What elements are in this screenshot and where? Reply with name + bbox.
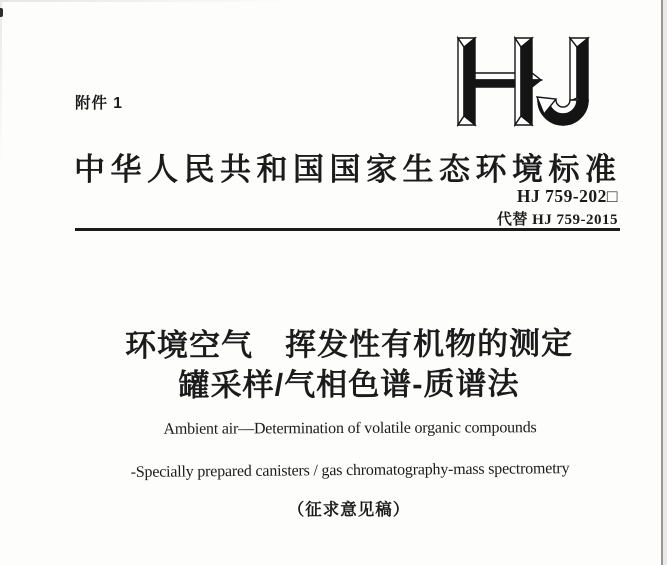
title-cn-line1: 环境空气 挥发性有机物的测定 [124, 325, 574, 364]
standard-number: HJ 759-202□ [516, 186, 618, 206]
scan-page-edge-line [661, 0, 663, 565]
title-en-line1: Ambient air—Determination of volatile organic compounds [163, 419, 537, 438]
scan-edge-strip [663, 0, 667, 565]
draft-note: （征求意见稿） [287, 501, 411, 519]
replaces-label: 代替 HJ 759-2015 [496, 212, 618, 228]
standard-authority-title: 中华人民共和国国家生态环境标准 [74, 152, 622, 188]
title-cn-line2: 罐采样/气相色谱-质谱法 [178, 366, 520, 403]
scan-top-shade [0, 0, 300, 2]
hj-logo-icon [456, 36, 590, 130]
scan-corner-speck [0, 8, 3, 17]
header-rule [75, 228, 620, 231]
attachment-label: 附件 1 [75, 95, 123, 112]
scan-left-shade [0, 0, 2, 565]
title-en-line2: -Specially prepared canisters / gas chromatography-mass spectrometry [130, 460, 570, 481]
